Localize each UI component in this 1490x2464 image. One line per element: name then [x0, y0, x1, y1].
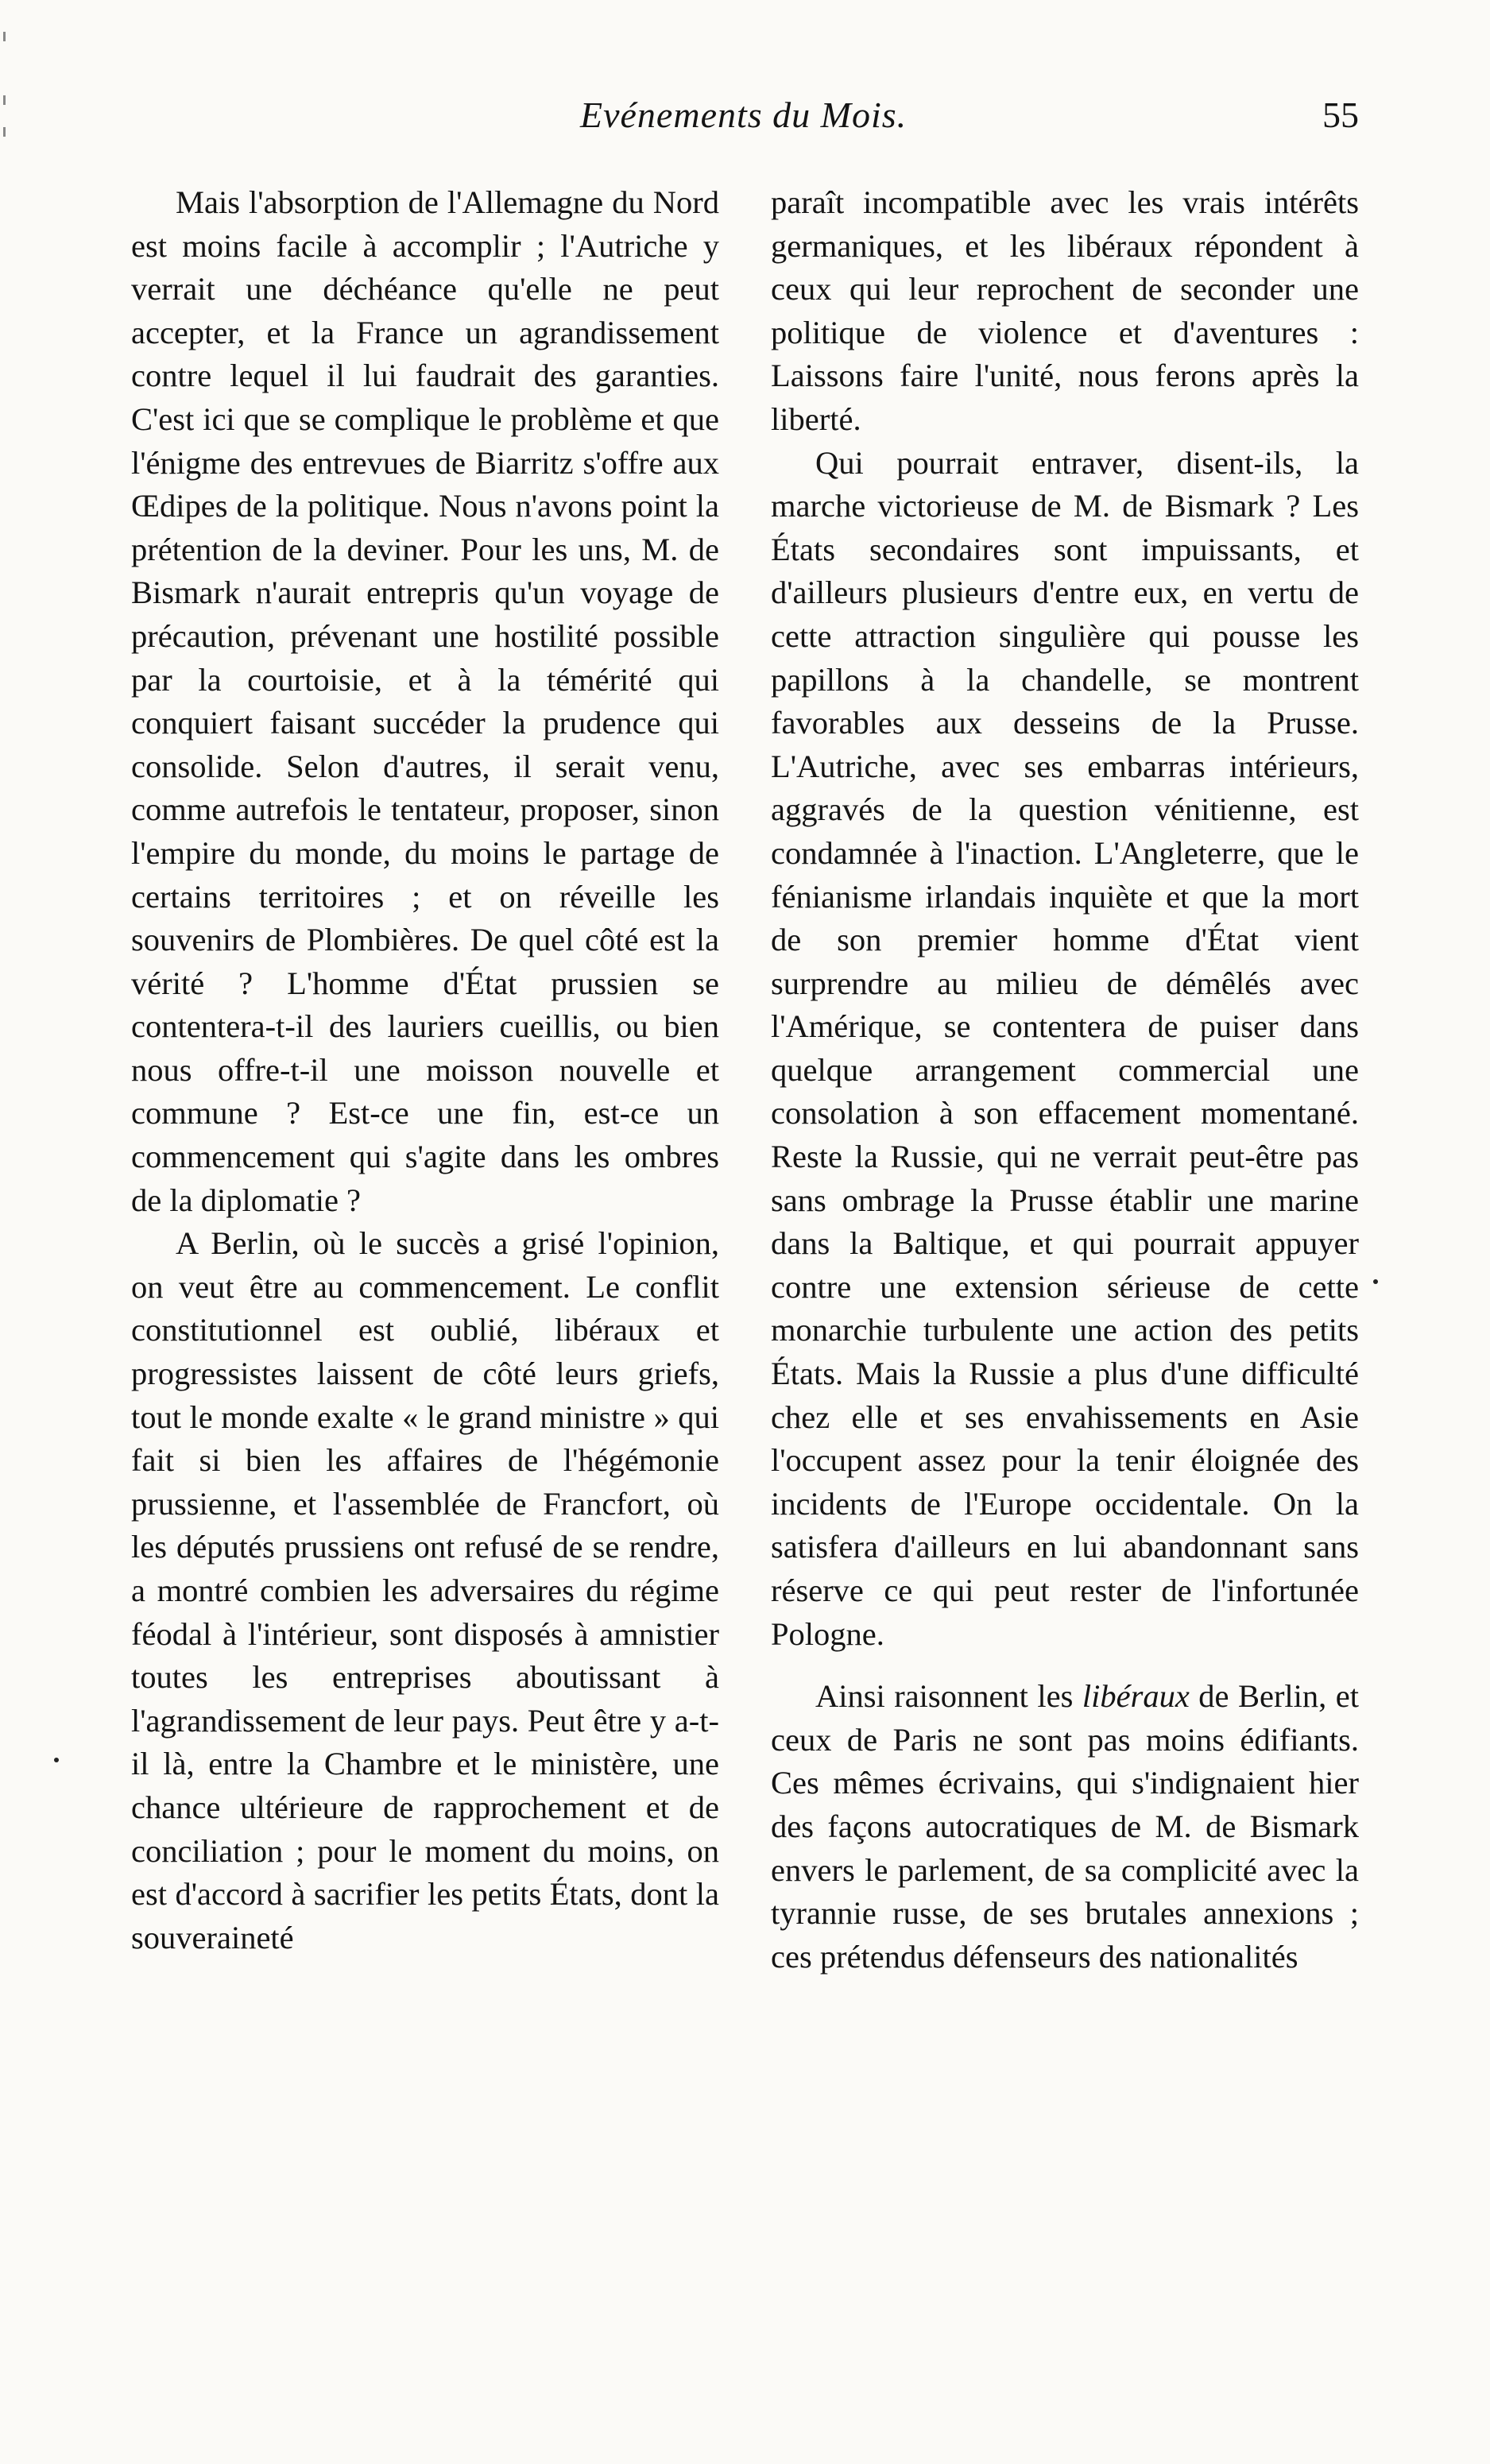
paragraph-text: de Berlin, et ceux de Paris ne sont pas moins édifiants. Ces mêmes écrivains, qui s'indignaient hier des façons autocratiques de M. de Bismark envers le parlement, de sa complicité avec la tyrannie russe, de ses brutales annexions ; ces prétendus défenseurs des nationalités: [771, 1678, 1359, 1975]
running-title: Evénements du Mois.: [580, 95, 908, 135]
paragraph-text: Ainsi raisonnent les: [815, 1678, 1082, 1715]
margin-mark: [3, 32, 6, 41]
page-header: [0, 94, 1490, 149]
paragraph: [771, 1675, 1359, 1979]
paragraph: Qui pourrait entraver, disent-ils, la marche victorieuse de M. de Bismark ? Les États secondaires sont impuissants, et d'ailleurs plusieurs d'entre eux, en vertu de cette attraction singulière qui pousse les papillons à la chandelle, se montrent favorables aux desseins de la Prusse. L'Autriche, avec ses embarras intérieurs, aggravés de la question vénitienne, est condamnée à l'inaction. L'Angleterre, que le fénianisme irlandais inquiète et que la mort de son premier homme d'État vient surprendre au milieu de démêlés avec l'Amérique, se contentera de puiser dans quelque arrangement commercial une consolation à son effacement momentané. Reste la Russie, qui ne verrait peut-être pas sans ombrage la Prusse établir une marine dans la Baltique, et qui pourrait appuyer contre une extension sérieuse de cette monarchie turbulente une action des petits États. Mais la Russie a plus d'une difficulté chez elle et ses envahissements en Asie l'occupent assez pour la tenir éloignée des incidents de l'Europe occidentale. On la satisfera d'ailleurs en lui abandonnant sans réserve ce qui peut rester de l'infortunée Pologne.: [771, 444, 1359, 1652]
paragraph: A Berlin, où le succès a grisé l'opinion, on veut être au commencement. Le conflit constitutionnel est oublié, libéraux et progressistes laissent de côté leurs griefs, tout le monde exalte « le grand ministre » qui fait si bien les affaires de l'hégémonie prussienne, et l'assemblée de Francfort, où les députés prussiens ont refusé de se rendre, a montré combien les adversaires du régime féodal à l'intérieur, sont disposés à amnistier toutes les entreprises aboutissant à l'agrandissement de leur pays. Peut être y a-t-il là, entre la Chambre et le ministère, une chance ultérieure de rapprochement et de conciliation ; pour le moment du moins, on est d'accord à sacrifier les petits États, dont la souveraineté: [131, 1225, 719, 1955]
ink-speck: [1373, 1279, 1378, 1284]
italic-word: libéraux: [1082, 1678, 1190, 1715]
page-number: 55: [1322, 95, 1359, 135]
ink-speck: [54, 1758, 59, 1762]
right-column: [771, 181, 1359, 1979]
left-column: [131, 181, 719, 1959]
paragraph: Mais l'absorption de l'Allemagne du Nord est moins facile à accomplir ; l'Autriche y verrait une déchéance qu'elle ne peut accepter, et la France un agrandissement contre lequel il lui faudrait des garanties. C'est ici que se complique le problème et que l'énigme des entrevues de Biarritz s'offre aux Œdipes de la politique. Nous n'avons point la prétention de la deviner. Pour les uns, M. de Bismark n'aurait entrepris qu'un voyage de précaution, prévenant une hostilité possible par la courtoisie, et à la témérité qui conquiert faisant succéder la prudence qui consolide. Selon d'autres, il serait venu, comme autrefois le tentateur, proposer, sinon l'empire du monde, du moins le partage de certains territoires ; et on réveille les souvenirs de Plombières. De quel côté est la vérité ? L'homme d'État prussien se contentera-t-il des lauriers cueillis, ou bien nous offre-t-il une moisson nouvelle et commune ? Est-ce une fin, est-ce un commencement qui s'agite dans les ombres de la diplomatie ?: [131, 184, 719, 1218]
paragraph-continued: paraît incompatible avec les vrais intérêts germaniques, et les libéraux répondent à ceux qui leur reprochent de seconder une politique de violence et d'aventures : Laissons faire l'unité, nous ferons après la liberté.: [771, 184, 1359, 437]
